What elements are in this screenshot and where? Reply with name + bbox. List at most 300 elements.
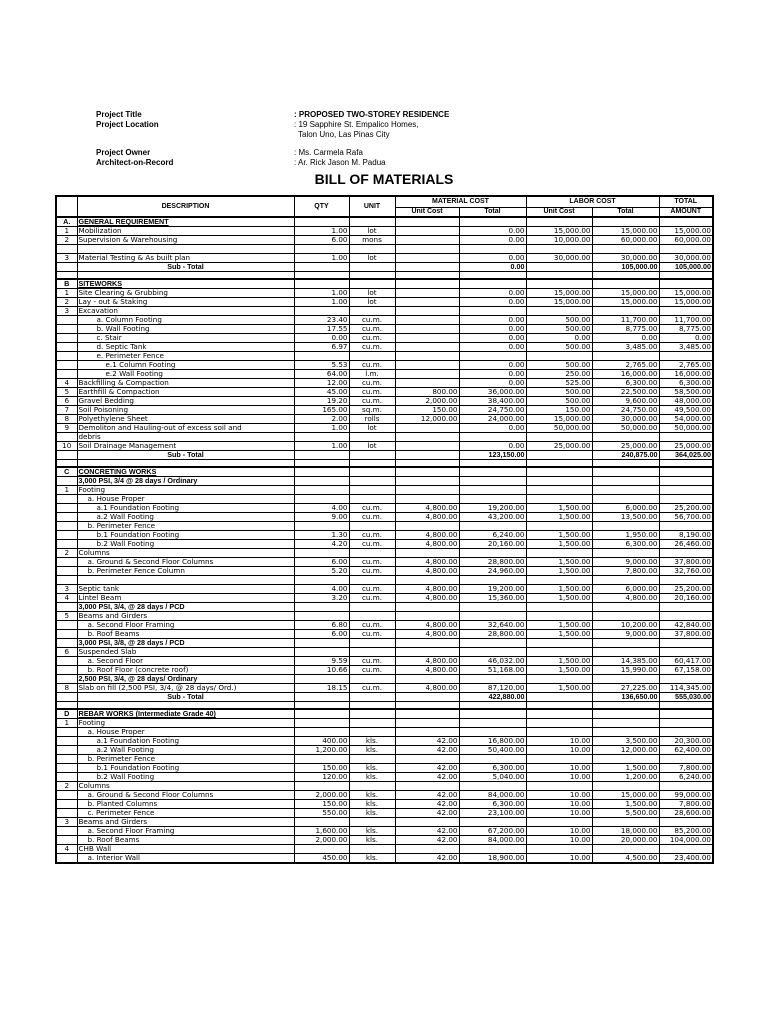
- table-row: [56, 227, 713, 236]
- item-material-total: 0.00: [459, 361, 526, 370]
- item-unit: kls.: [349, 764, 395, 773]
- item-material-unit-cost: 42.00: [395, 854, 459, 864]
- item-number: [56, 764, 77, 773]
- item-material-unit-cost: [395, 719, 459, 728]
- item-labor-unit-cost: 10.00: [526, 791, 592, 800]
- item-number: [56, 827, 77, 836]
- blank-cell: [77, 272, 294, 280]
- item-unit: [349, 522, 395, 531]
- item-labor-total: [592, 603, 659, 612]
- item-qty: 1.00: [294, 442, 349, 451]
- item-material-unit-cost: [395, 236, 459, 245]
- item-unit: cu.m.: [349, 666, 395, 675]
- subtotal-amount: 364,025.00: [659, 451, 713, 460]
- item-material-unit-cost: [395, 442, 459, 451]
- item-labor-unit-cost: 1,500.00: [526, 666, 592, 675]
- item-labor-unit-cost: 1,500.00: [526, 621, 592, 630]
- blank-cell: [395, 702, 459, 710]
- item-unit: [349, 495, 395, 504]
- blank-cell: [526, 702, 592, 710]
- item-labor-total: 11,700.00: [592, 316, 659, 325]
- item-labor-unit-cost: 1,500.00: [526, 567, 592, 576]
- item-amount: 60,000.00: [659, 236, 713, 245]
- item-material-total: [459, 728, 526, 737]
- item-amount: [659, 603, 713, 612]
- subtotal-material-total: 123,150.00: [459, 451, 526, 460]
- item-material-unit-cost: 4,800.00: [395, 531, 459, 540]
- item-amount: 30,000.00: [659, 254, 713, 263]
- item-labor-total: 5,500.00: [592, 809, 659, 818]
- table-row: [56, 236, 713, 245]
- item-unit: lot: [349, 442, 395, 451]
- item-unit: sq.m.: [349, 406, 395, 415]
- item-unit: [349, 719, 395, 728]
- blank-cell: [459, 272, 526, 280]
- section-empty-cell: [349, 709, 395, 719]
- item-labor-unit-cost: 10.00: [526, 836, 592, 845]
- blank-cell: [349, 272, 395, 280]
- item-labor-unit-cost: 500.00: [526, 388, 592, 397]
- item-description: 3,000 PSI, 3/4 @ 28 days / Ordinary: [77, 477, 294, 486]
- item-material-unit-cost: [395, 603, 459, 612]
- item-description: Material Testing & As built plan: [77, 254, 294, 263]
- subtotal-no-cell: [56, 693, 77, 702]
- item-material-unit-cost: 2,000.00: [395, 397, 459, 406]
- item-material-unit-cost: 4,800.00: [395, 684, 459, 693]
- item-material-unit-cost: [395, 379, 459, 388]
- item-unit: [349, 648, 395, 657]
- table-row: [56, 684, 713, 693]
- item-number: [56, 854, 77, 864]
- subtotal-unit-cell: [349, 263, 395, 272]
- blank-cell: [592, 272, 659, 280]
- item-unit: rolls: [349, 415, 395, 424]
- item-qty: 550.00: [294, 809, 349, 818]
- item-qty: 5.53: [294, 361, 349, 370]
- item-labor-unit-cost: 500.00: [526, 316, 592, 325]
- project-owner-row: [96, 148, 449, 158]
- item-amount: 0.00: [659, 334, 713, 343]
- item-material-unit-cost: [395, 495, 459, 504]
- header-amount: AMOUNT: [659, 208, 713, 218]
- item-qty: 400.00: [294, 737, 349, 746]
- item-unit: kls.: [349, 773, 395, 782]
- item-description: b.1 Foundation Footing: [77, 764, 294, 773]
- section-empty-cell: [459, 709, 526, 719]
- item-number: [56, 603, 77, 612]
- table-row: [56, 709, 713, 719]
- item-description: e.2 Wall Footing: [77, 370, 294, 379]
- item-material-total: 15,360.00: [459, 594, 526, 603]
- table-row: [56, 217, 713, 227]
- section-empty-cell: [592, 279, 659, 289]
- table-row: [56, 648, 713, 657]
- item-labor-total: 3,485.00: [592, 343, 659, 352]
- item-labor-unit-cost: [526, 845, 592, 854]
- section-empty-cell: [395, 217, 459, 227]
- item-description: a. House Proper: [77, 495, 294, 504]
- item-unit: cu.m.: [349, 325, 395, 334]
- item-labor-unit-cost: 250.00: [526, 370, 592, 379]
- item-labor-total: 4,500.00: [592, 854, 659, 864]
- item-unit: lot: [349, 424, 395, 433]
- subtotal-amount: 555,030.00: [659, 693, 713, 702]
- item-number: [56, 746, 77, 755]
- item-labor-total: 9,000.00: [592, 630, 659, 639]
- table-row: [56, 467, 713, 477]
- item-amount: 20,160.00: [659, 594, 713, 603]
- subtotal-labor-total: 136,650.00: [592, 693, 659, 702]
- item-labor-unit-cost: 500.00: [526, 343, 592, 352]
- project-owner-label: Project Owner: [96, 148, 151, 157]
- item-labor-unit-cost: 1,500.00: [526, 630, 592, 639]
- item-unit: kls.: [349, 791, 395, 800]
- item-qty: [294, 495, 349, 504]
- item-material-unit-cost: 12,000.00: [395, 415, 459, 424]
- item-description: a. Second Floor Framing: [77, 621, 294, 630]
- item-material-unit-cost: [395, 818, 459, 827]
- item-material-unit-cost: [395, 549, 459, 558]
- item-material-total: [459, 549, 526, 558]
- item-unit: [349, 818, 395, 827]
- item-material-total: 20,160.00: [459, 540, 526, 549]
- item-labor-total: 16,000.00: [592, 370, 659, 379]
- item-description: d. Septic Tank: [77, 343, 294, 352]
- table-row: [56, 782, 713, 791]
- table-row: [56, 585, 713, 594]
- item-description: Site Clearing & Grubbing: [77, 289, 294, 298]
- item-material-total: 24,960.00: [459, 567, 526, 576]
- item-description: a. Column Footing: [77, 316, 294, 325]
- item-labor-total: [592, 495, 659, 504]
- item-material-total: [459, 522, 526, 531]
- item-labor-total: 22,500.00: [592, 388, 659, 397]
- item-number: [56, 809, 77, 818]
- item-material-total: 51,168.00: [459, 666, 526, 675]
- section-title: REBAR WORKS (Intermediate Grade 40): [77, 709, 294, 719]
- subtotal-qty-cell: [294, 693, 349, 702]
- item-material-total: [459, 719, 526, 728]
- item-labor-total: 1,500.00: [592, 764, 659, 773]
- table-row: [56, 460, 713, 468]
- item-labor-total: 25,000.00: [592, 442, 659, 451]
- item-labor-total: [592, 433, 659, 442]
- item-material-unit-cost: 4,800.00: [395, 657, 459, 666]
- item-description: Excavation: [77, 307, 294, 316]
- item-labor-total: [592, 675, 659, 684]
- table-row: [56, 477, 713, 486]
- item-material-unit-cost: 42.00: [395, 737, 459, 746]
- item-number: 2: [56, 782, 77, 791]
- item-labor-total: 2,765.00: [592, 361, 659, 370]
- item-labor-unit-cost: 0.00: [526, 334, 592, 343]
- item-material-total: 5,040.00: [459, 773, 526, 782]
- item-amount: [659, 818, 713, 827]
- item-material-unit-cost: 150.00: [395, 406, 459, 415]
- item-number: [56, 621, 77, 630]
- item-amount: [659, 782, 713, 791]
- item-description: a. Second Floor Framing: [77, 827, 294, 836]
- header-row-1: [56, 196, 713, 208]
- item-number: [56, 657, 77, 666]
- table-row: [56, 415, 713, 424]
- item-qty: 1,600.00: [294, 827, 349, 836]
- item-unit: cu.m.: [349, 567, 395, 576]
- item-labor-total: 30,000.00: [592, 254, 659, 263]
- item-unit: [349, 845, 395, 854]
- item-labor-unit-cost: [526, 675, 592, 684]
- item-labor-unit-cost: [526, 818, 592, 827]
- item-unit: cu.m.: [349, 558, 395, 567]
- item-labor-unit-cost: 10.00: [526, 809, 592, 818]
- table-row: [56, 325, 713, 334]
- item-amount: [659, 612, 713, 621]
- item-material-unit-cost: 4,800.00: [395, 585, 459, 594]
- item-labor-unit-cost: [526, 307, 592, 316]
- table-row: [56, 836, 713, 845]
- item-material-total: 0.00: [459, 325, 526, 334]
- item-material-total: 28,800.00: [459, 558, 526, 567]
- item-material-unit-cost: 42.00: [395, 836, 459, 845]
- item-description: Lay - out & Staking: [77, 298, 294, 307]
- item-labor-total: 13,500.00: [592, 513, 659, 522]
- item-number: 1: [56, 486, 77, 495]
- table-row: [56, 370, 713, 379]
- item-qty: 6.80: [294, 621, 349, 630]
- item-description: Soil Drainage Management: [77, 442, 294, 451]
- header-unit: UNIT: [349, 196, 395, 217]
- item-number: 6: [56, 397, 77, 406]
- item-unit: kls.: [349, 836, 395, 845]
- item-number: 3: [56, 254, 77, 263]
- item-material-total: 24,750.00: [459, 406, 526, 415]
- item-qty: 0.00: [294, 334, 349, 343]
- section-empty-cell: [349, 279, 395, 289]
- item-labor-total: [592, 639, 659, 648]
- architect-row: [96, 158, 449, 168]
- item-material-total: 50,400.00: [459, 746, 526, 755]
- item-amount: 49,500.00: [659, 406, 713, 415]
- table-row: [56, 272, 713, 280]
- item-material-unit-cost: 42.00: [395, 791, 459, 800]
- item-description: Soil Poisoning: [77, 406, 294, 415]
- item-amount: [659, 639, 713, 648]
- item-material-total: 46,032.00: [459, 657, 526, 666]
- item-material-unit-cost: 4,800.00: [395, 513, 459, 522]
- subtotal-labor-unit-cell: [526, 263, 592, 272]
- item-labor-total: 10,200.00: [592, 621, 659, 630]
- item-unit: cu.m.: [349, 361, 395, 370]
- item-qty: 150.00: [294, 764, 349, 773]
- item-qty: 150.00: [294, 800, 349, 809]
- item-labor-total: 14,385.00: [592, 657, 659, 666]
- item-qty: [294, 639, 349, 648]
- item-description: b.2 Wall Footing: [77, 773, 294, 782]
- item-description: Septic tank: [77, 585, 294, 594]
- item-number: [56, 504, 77, 513]
- section-empty-cell: [459, 217, 526, 227]
- item-material-unit-cost: [395, 227, 459, 236]
- item-number: 4: [56, 379, 77, 388]
- section-empty-cell: [294, 467, 349, 477]
- table-row: [56, 352, 713, 361]
- item-labor-unit-cost: 1,500.00: [526, 513, 592, 522]
- item-labor-unit-cost: [526, 477, 592, 486]
- item-description: b. Perimeter Fence: [77, 755, 294, 764]
- item-material-total: 0.00: [459, 379, 526, 388]
- item-material-total: [459, 603, 526, 612]
- item-qty: 19.20: [294, 397, 349, 406]
- item-labor-total: [592, 307, 659, 316]
- item-amount: 104,000.00: [659, 836, 713, 845]
- item-number: [56, 343, 77, 352]
- item-labor-total: 4,800.00: [592, 594, 659, 603]
- item-material-total: [459, 845, 526, 854]
- item-labor-unit-cost: [526, 612, 592, 621]
- blank-cell: [592, 702, 659, 710]
- item-number: [56, 558, 77, 567]
- table-row: [56, 379, 713, 388]
- bill-of-materials-table: [55, 195, 714, 864]
- item-unit: cu.m.: [349, 397, 395, 406]
- item-labor-unit-cost: [526, 245, 592, 254]
- item-material-unit-cost: 4,800.00: [395, 594, 459, 603]
- item-labor-unit-cost: 15,000.00: [526, 227, 592, 236]
- table-row: [56, 388, 713, 397]
- project-owner-value: : Ms. Carmela Rafa: [294, 148, 363, 157]
- section-empty-cell: [659, 279, 713, 289]
- table-row: [56, 504, 713, 513]
- section-empty-cell: [395, 709, 459, 719]
- item-material-total: 32,640.00: [459, 621, 526, 630]
- item-material-unit-cost: [395, 522, 459, 531]
- item-unit: [349, 576, 395, 585]
- item-material-total: [459, 782, 526, 791]
- item-number: 8: [56, 415, 77, 424]
- architect-value: : Ar. Rick Jason M. Padua: [294, 158, 386, 167]
- item-number: [56, 513, 77, 522]
- item-qty: 6.00: [294, 558, 349, 567]
- section-empty-cell: [294, 279, 349, 289]
- subtotal-no-cell: [56, 263, 77, 272]
- section-empty-cell: [294, 217, 349, 227]
- item-qty: 2,000.00: [294, 791, 349, 800]
- subtotal-material-unit-cell: [395, 263, 459, 272]
- item-amount: [659, 522, 713, 531]
- blank-cell: [659, 460, 713, 468]
- item-unit: cu.m.: [349, 657, 395, 666]
- item-unit: [349, 352, 395, 361]
- table-row: [56, 397, 713, 406]
- item-labor-unit-cost: 15,000.00: [526, 298, 592, 307]
- item-material-unit-cost: [395, 307, 459, 316]
- item-unit: mons: [349, 236, 395, 245]
- item-description: e.1 Column Footing: [77, 361, 294, 370]
- subtotal-labor-total: 105,000.00: [592, 263, 659, 272]
- table-row: [56, 531, 713, 540]
- item-labor-total: [592, 522, 659, 531]
- subtotal-amount: 105,000.00: [659, 263, 713, 272]
- item-qty: 64.00: [294, 370, 349, 379]
- item-material-unit-cost: [395, 782, 459, 791]
- item-number: [56, 245, 77, 254]
- item-labor-unit-cost: 10,000.00: [526, 236, 592, 245]
- item-number: 1: [56, 289, 77, 298]
- item-labor-total: 15,000.00: [592, 227, 659, 236]
- section-title: GENERAL REQUIREMENT: [77, 217, 294, 227]
- item-material-unit-cost: [395, 370, 459, 379]
- item-amount: 28,600.00: [659, 809, 713, 818]
- project-title-value: : PROPOSED TWO-STOREY RESIDENCE: [294, 110, 450, 119]
- item-labor-total: 20,000.00: [592, 836, 659, 845]
- subtotal-qty-cell: [294, 263, 349, 272]
- header-qty: QTY: [294, 196, 349, 217]
- item-amount: 6,300.00: [659, 379, 713, 388]
- item-labor-unit-cost: [526, 639, 592, 648]
- item-unit: cu.m.: [349, 388, 395, 397]
- item-qty: 6.00: [294, 630, 349, 639]
- item-qty: 12.00: [294, 379, 349, 388]
- item-labor-unit-cost: 1,500.00: [526, 585, 592, 594]
- item-unit: cu.m.: [349, 621, 395, 630]
- section-empty-cell: [459, 279, 526, 289]
- item-amount: 37,800.00: [659, 558, 713, 567]
- item-labor-total: 6,300.00: [592, 540, 659, 549]
- table-row: [56, 737, 713, 746]
- item-labor-total: 12,000.00: [592, 746, 659, 755]
- item-labor-total: [592, 477, 659, 486]
- item-labor-unit-cost: [526, 728, 592, 737]
- table-row: [56, 809, 713, 818]
- item-qty: 1.00: [294, 424, 349, 433]
- section-empty-cell: [526, 467, 592, 477]
- item-number: [56, 334, 77, 343]
- blank-cell: [349, 702, 395, 710]
- item-qty: [294, 728, 349, 737]
- table-row: [56, 845, 713, 854]
- item-qty: [294, 307, 349, 316]
- item-number: 5: [56, 612, 77, 621]
- item-labor-total: [592, 549, 659, 558]
- header-labor-cost: LABOR COST: [526, 196, 659, 208]
- table-body: [56, 217, 713, 863]
- blank-cell: [77, 460, 294, 468]
- section-empty-cell: [592, 467, 659, 477]
- item-description: a.2 Wall Footing: [77, 513, 294, 522]
- section-empty-cell: [592, 217, 659, 227]
- item-qty: [294, 522, 349, 531]
- item-labor-total: [592, 845, 659, 854]
- blank-cell: [395, 272, 459, 280]
- item-unit: cu.m.: [349, 334, 395, 343]
- item-description: b.1 Foundation Footing: [77, 531, 294, 540]
- item-amount: 7,800.00: [659, 800, 713, 809]
- item-qty: [294, 782, 349, 791]
- item-amount: 3,485.00: [659, 343, 713, 352]
- item-number: 3: [56, 307, 77, 316]
- item-description: Footing: [77, 719, 294, 728]
- section-title: SITEWORKS: [77, 279, 294, 289]
- item-amount: 67,158.00: [659, 666, 713, 675]
- item-amount: 25,200.00: [659, 504, 713, 513]
- item-labor-unit-cost: [526, 352, 592, 361]
- section-empty-cell: [395, 467, 459, 477]
- project-location-label: Project Location: [96, 120, 159, 129]
- project-location-value-2: Talon Uno, Las Pinas City: [298, 130, 390, 139]
- subtotal-label: Sub - Total: [77, 451, 294, 460]
- item-labor-total: [592, 612, 659, 621]
- item-material-total: 28,800.00: [459, 630, 526, 639]
